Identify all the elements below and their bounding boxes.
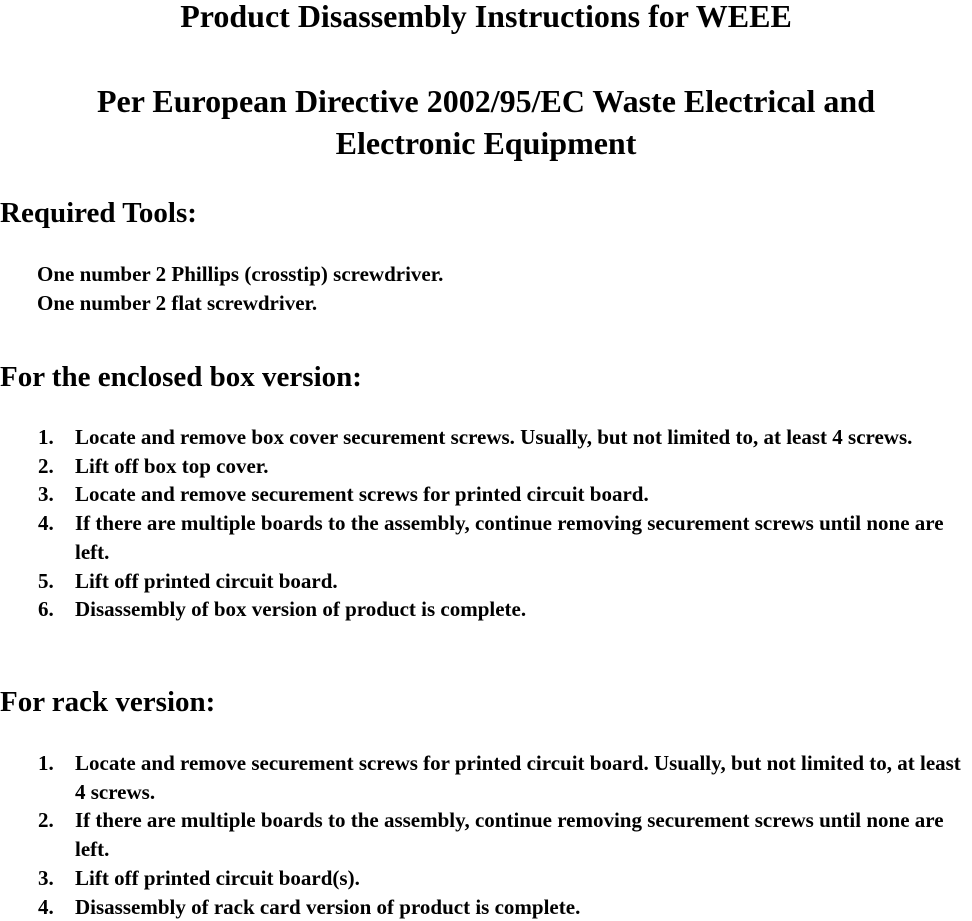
step-item [0, 864, 972, 893]
subtitle-line-2: Electronic Equipment [335, 125, 637, 161]
required-tools-list [37, 260, 443, 318]
tool-item: One number 2 flat screwdriver. [37, 291, 318, 315]
required-tools-heading: Required Tools: [0, 197, 197, 229]
step-item [0, 423, 972, 452]
rack-version-heading: For rack version: [0, 686, 216, 718]
box-version-steps [0, 423, 972, 624]
step-number: 1. [38, 751, 54, 775]
step-item [0, 806, 972, 863]
step-text: Locate and remove securement screws for printed circuit board. Usually, but not limited to, at least 4 screws. [75, 751, 961, 804]
step-number: 4. [38, 511, 54, 536]
tool-item: One number 2 Phillips (crosstip) screwdriver. [37, 262, 444, 286]
step-text: Lift off printed circuit board(s). [75, 865, 360, 890]
step-number: 2. [38, 808, 54, 833]
step-number: 4. [38, 894, 54, 919]
step-item [0, 567, 972, 596]
subtitle-line-1: Per European Directive 2002/95/EC Waste Electrical and [97, 83, 875, 119]
document-subtitle [0, 80, 972, 164]
step-text: Disassembly of box version of product is complete. [75, 597, 527, 622]
step-number: 3. [38, 865, 54, 890]
step-text: Lift off box top cover. [75, 453, 269, 478]
document-title: Product Disassembly Instructions for WEEE [180, 0, 792, 34]
step-item [0, 893, 972, 921]
step-number: 3. [38, 482, 54, 507]
step-number: 2. [38, 453, 54, 478]
step-number: 5. [38, 568, 54, 593]
step-text: Locate and remove securement screws for printed circuit board. [75, 482, 649, 507]
step-text: Lift off printed circuit board. [75, 568, 338, 593]
step-item [0, 509, 972, 566]
step-item [0, 480, 972, 509]
step-item [0, 749, 972, 806]
step-number: 6. [38, 597, 54, 622]
step-item [0, 595, 972, 624]
step-text: If there are multiple boards to the assembly, continue removing securement screws until none are left. [75, 808, 944, 862]
step-text: Disassembly of rack card version of product is complete. [75, 894, 581, 919]
step-text: Locate and remove box cover securement screws. Usually, but not limited to, at least 4 screws. [75, 425, 913, 449]
step-text: If there are multiple boards to the assembly, continue removing securement screws until none are left. [75, 511, 944, 564]
rack-version-steps [0, 749, 972, 921]
step-number: 1. [38, 425, 54, 449]
box-version-heading: For the enclosed box version: [0, 361, 362, 393]
step-item [0, 452, 972, 481]
